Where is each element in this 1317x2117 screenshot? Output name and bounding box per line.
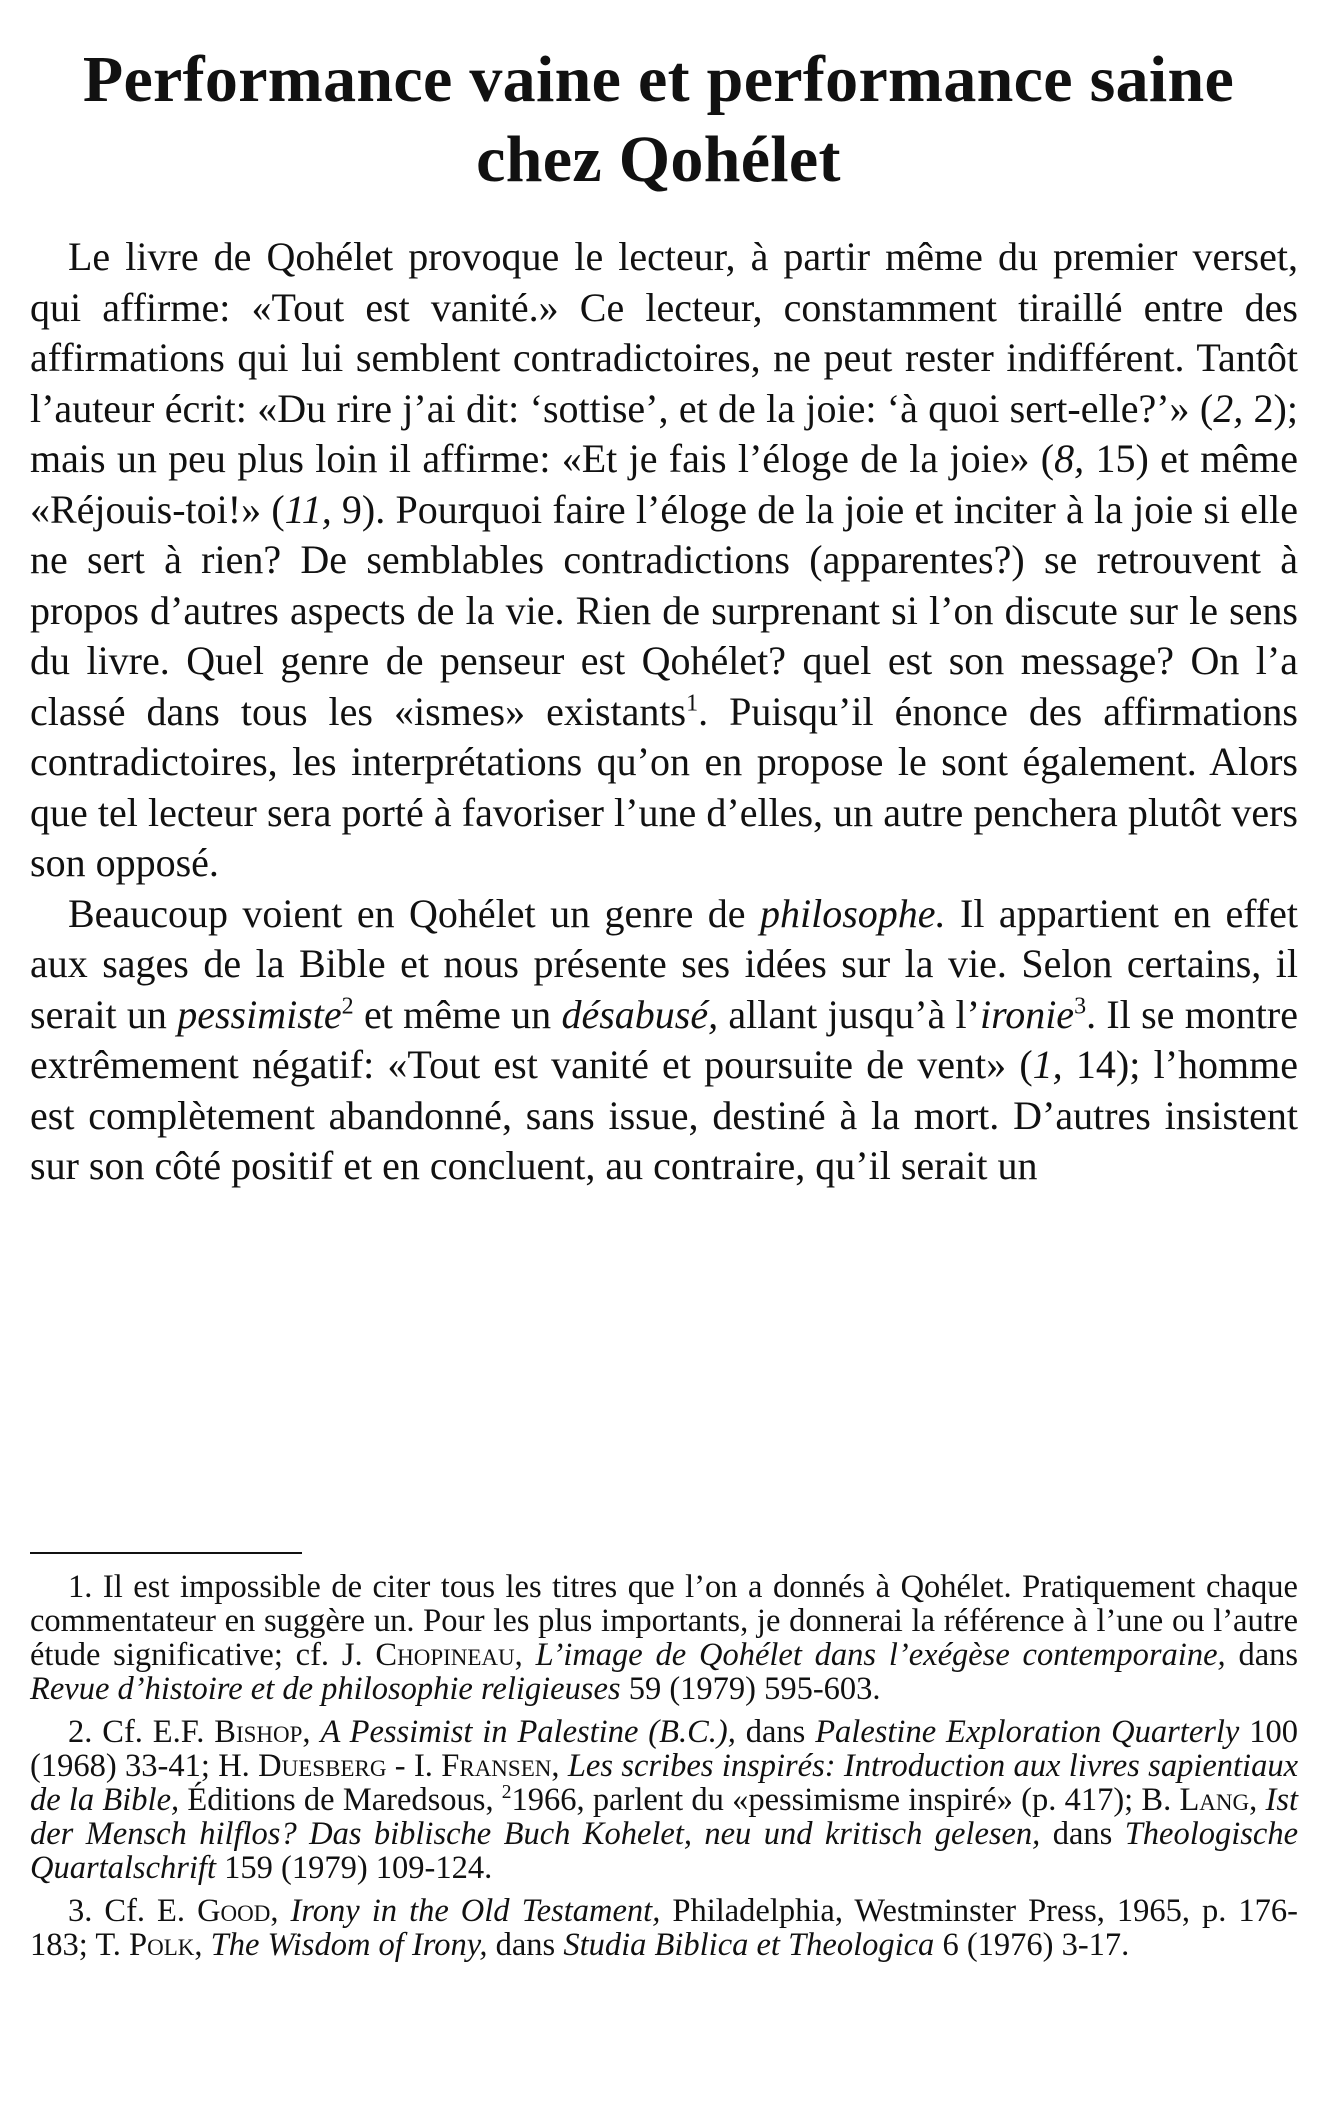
footnote-marker: 1 (686, 690, 699, 717)
text-run: 2); mais un peu plus loin il affirme: «Et je fais l’éloge de la joie» ( (30, 385, 1298, 481)
work-title: A Pessimist in Palestine (B.C.), (320, 1714, 736, 1750)
footnotes (30, 1570, 1298, 1971)
text-run: , (1249, 1782, 1266, 1818)
author-name: Fransen (441, 1748, 552, 1784)
text-run: dans (1040, 1816, 1125, 1852)
verse-ref: 2, (1213, 385, 1244, 431)
emphasis: ironie (980, 991, 1075, 1037)
work-title: Irony in the Old Testament, (290, 1893, 661, 1929)
text-run: 1. Il est impossible de citer tous les titres que l’on a donnés à Qohélet. Pratiquement chaque commentateur en suggère un. Pour les plus importants, je donnerai la référence à l’une ou l’autre étude significative; cf. J. (30, 1569, 1298, 1673)
text-run: 14); l’homme est complètement abandonné, sans issue, destiné à la mort. D’autres insistent sur son côté positif et en concluent, au contraire, qu’il serait un (30, 1042, 1298, 1188)
text-run: 2. Cf. E.F. (68, 1714, 215, 1750)
footnote-3 (30, 1894, 1298, 1962)
verse-ref: 8, (1054, 436, 1085, 481)
text-run: 100 (1968) 33-41; H. (30, 1714, 1299, 1784)
text-run: , (194, 1927, 211, 1963)
work-title: L’image de Qohélet dans l’exégèse contemporaine, (535, 1637, 1226, 1673)
work-title: Les scribes inspirés: Introduction aux livres sapientiaux de la Bible, (30, 1748, 1299, 1818)
footnote-marker: 2 (341, 993, 354, 1020)
text-run: 9). Pourquoi faire l’éloge de la joie et inciter à la joie si elle ne sert à rien? De semblables contradictions (apparentes?) se retrouvent à propos d’autres aspects de la vie. Rien de surprenant si l’on discute sur le sens du livre. Quel genre de penseur est Qohélet? quel est son message? On l’a classé dans tous les «ismes» existants (30, 486, 1298, 734)
author-name: Polk (129, 1927, 195, 1963)
text-run: Beaucoup voient en Qohélet un genre de (68, 890, 761, 936)
text-run: Philadelphia, Westminster Press, 1965, p. 176-183; T. (30, 1893, 1299, 1963)
text-run: allant jusqu’à l’ (718, 991, 980, 1037)
article-title-line-1: Performance vaine et performance saine (82, 43, 1235, 116)
verse-ref: 1, (1032, 1042, 1063, 1087)
verse-ref: 11, (284, 486, 332, 532)
work-title: Ist der Mensch hilflos? Das biblische Buch Kohelet, neu und kritisch gelesen, (30, 1782, 1298, 1852)
text-run: . Puisqu’il énonce des affirmations contradictoires, les interprétations qu’on en propose le sont également. Alors que tel lecteur sera porté à favoriser l’une d’elles, un autre penchera plutôt vers son opposé. (30, 688, 1298, 885)
text-run: dans (487, 1927, 564, 1963)
text-run: Éditions de Maredsous, (179, 1782, 502, 1818)
journal-title: Theologische Quartalschrift (30, 1816, 1298, 1886)
text-run: 159 (1979) 109-124. (216, 1850, 493, 1886)
text-run: , (514, 1637, 536, 1673)
text-run: 1966, parlent du «pessimisme inspiré» (p. 417); B. (511, 1782, 1180, 1818)
author-name: Duesberg (258, 1748, 387, 1784)
paragraph-2 (30, 889, 1298, 1192)
text-run: Le livre de Qohélet provoque le lecteur, à partir même du premier verset, qui affirme: «Tout est vanité.» Ce lecteur, constamment tiraillé entre des affirmations qui lui semblent contradictoires, ne peut rester indifférent. Tantôt l’auteur écrit: «Du rire j’ai dit: ‘sottise’, et de la joie: ‘à quoi sert-elle?’» ( (30, 234, 1298, 431)
footnote-1 (30, 1570, 1298, 1706)
emphasis: désabusé, (561, 991, 719, 1037)
article-title (0, 40, 1317, 200)
text-run: Il appartient en effet aux sages de la Bible et nous présente ses idées sur la vie. Selon certains, il serait un (30, 890, 1298, 1037)
author-name: Bishop (214, 1714, 303, 1750)
emphasis: pessimiste (177, 991, 342, 1037)
body-text (30, 232, 1298, 1192)
edition-marker: 2 (501, 1782, 512, 1804)
article-title-line-2: chez Qohélet (476, 123, 841, 196)
text-run: - I. (386, 1748, 442, 1784)
text-run: , (302, 1714, 321, 1750)
text-run: 6 (1976) 3-17. (934, 1927, 1130, 1963)
footnote-divider (30, 1552, 302, 1554)
text-run: 59 (1979) 595-603. (620, 1671, 881, 1707)
text-run: et même un (353, 991, 562, 1037)
author-name: Chopineau (375, 1637, 515, 1673)
paragraph-1 (30, 232, 1298, 889)
author-name: Good (197, 1893, 271, 1929)
emphasis: philosophe. (760, 890, 946, 936)
author-name: Lang (1179, 1782, 1250, 1818)
journal-title: Studia Biblica et Theologica (563, 1927, 935, 1963)
text-run: dans (735, 1714, 816, 1750)
journal-title: Revue d’histoire et de philosophie religieuses (30, 1671, 621, 1707)
journal-title: Palestine Exploration Quarterly (815, 1714, 1240, 1750)
text-run: 3. Cf. E. (68, 1893, 198, 1929)
footnote-marker: 3 (1074, 993, 1087, 1020)
text-run: dans (1225, 1637, 1299, 1673)
footnote-2 (30, 1715, 1298, 1885)
text-run: , (270, 1893, 291, 1929)
text-run: , (551, 1748, 568, 1784)
text-run: 15) et même «Réjouis-toi!» ( (30, 436, 1299, 532)
work-title: The Wisdom of Irony, (210, 1927, 488, 1963)
text-run: . Il se montre extrêmement négatif: «Tout est vanité et poursuite de vent» ( (30, 991, 1298, 1087)
